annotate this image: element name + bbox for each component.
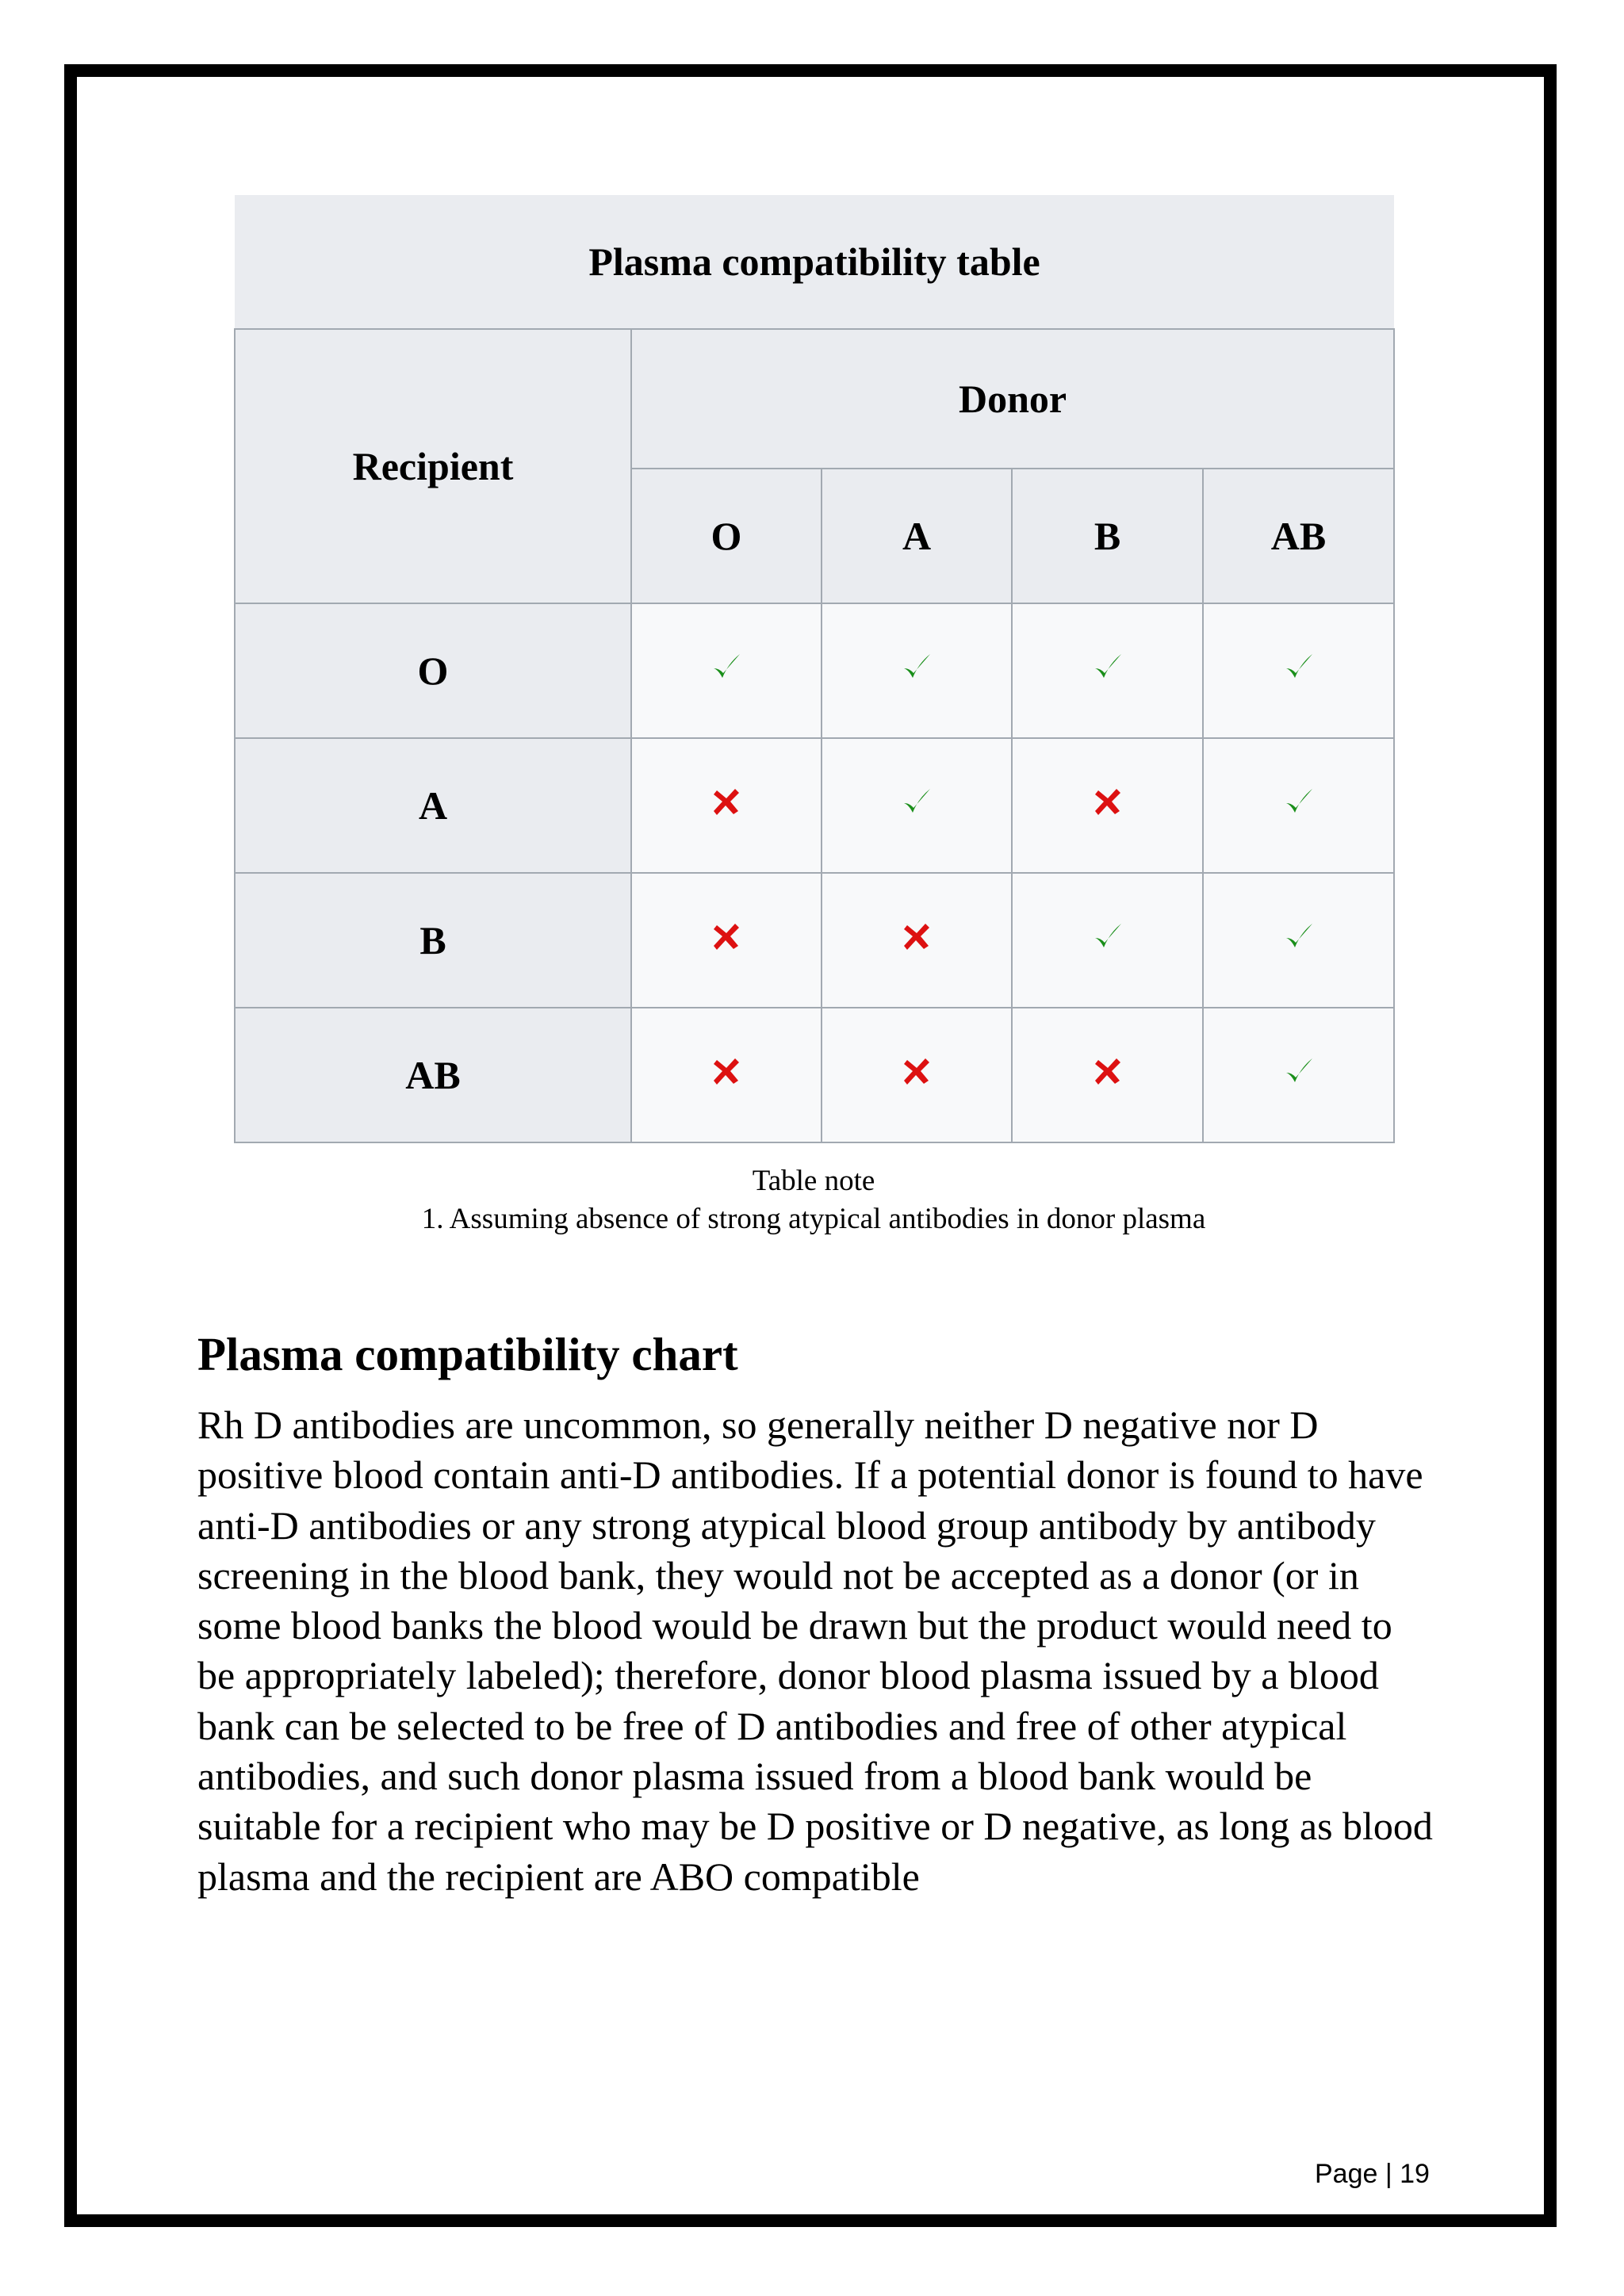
check-icon (709, 649, 744, 684)
check-icon (899, 784, 934, 819)
check-icon (1090, 649, 1125, 684)
table-row (235, 873, 1394, 1008)
cross-icon (899, 919, 934, 954)
check-icon (1281, 1054, 1316, 1089)
cross-icon (1090, 784, 1125, 819)
compatibility-cell (822, 1008, 1012, 1142)
table-row (235, 1008, 1394, 1142)
compatibility-cell (631, 1008, 822, 1142)
table-row (235, 603, 1394, 738)
compatibility-cell (1012, 873, 1203, 1008)
compatibility-cell (1012, 1008, 1203, 1142)
cross-icon (1090, 1054, 1125, 1089)
check-icon (1281, 919, 1316, 954)
plasma-compatibility-table (234, 195, 1395, 1143)
compatibility-cell (822, 603, 1012, 738)
donor-group-header: A (822, 469, 1012, 603)
donor-group-header: B (1012, 469, 1203, 603)
compatibility-cell (1012, 738, 1203, 873)
cross-icon (709, 784, 744, 819)
compatibility-cell (1012, 603, 1203, 738)
recipient-header: Recipient (235, 329, 631, 603)
compatibility-cell (1203, 603, 1394, 738)
cross-icon (709, 1054, 744, 1089)
table-caption: Plasma compatibility table (235, 195, 1394, 329)
plasma-compatibility-table-wrapper (234, 195, 1393, 1143)
check-icon (1281, 649, 1316, 684)
recipient-group-label: A (235, 738, 631, 873)
compatibility-cell (822, 738, 1012, 873)
check-icon (899, 649, 934, 684)
recipient-group-label: O (235, 603, 631, 738)
donor-group-header: AB (1203, 469, 1394, 603)
cross-icon (899, 1054, 934, 1089)
cross-icon (709, 919, 744, 954)
table-row (235, 738, 1394, 873)
table-note (234, 1162, 1393, 1238)
section-heading: Plasma compatibility chart (197, 1328, 738, 1380)
compatibility-cell (1203, 1008, 1394, 1142)
table-note-text: 1. Assuming absence of strong atypical antibodies in donor plasma (421, 1203, 1206, 1235)
section-body: Rh D antibodies are uncommon, so generally neither D negative nor D positive blood contain anti-D antibodies. If a potential donor is found to have anti-D antibodies or any strong atypical blood group antibody by antibody screening in the blood bank, they would not be accepted as a donor (or in some blood banks the blood would be drawn but the product would need to be appropriately labeled); therefore, donor blood plasma issued by a blood bank can be selected to be free of D antibodies and free of other atypical antibodies, and such donor plasma issued from a blood bank would be suitable for a recipient who may be D positive or D negative, as long as blood plasma and the recipient are ABO compatible (197, 1402, 1433, 1899)
check-icon (1090, 919, 1125, 954)
compatibility-cell (1203, 738, 1394, 873)
table-note-title: Table note (752, 1165, 875, 1197)
recipient-group-label: AB (235, 1008, 631, 1142)
donor-group-header: O (631, 469, 822, 603)
page-number: Page | 19 (1315, 2159, 1430, 2189)
recipient-group-label: B (235, 873, 631, 1008)
table-body (235, 603, 1394, 1142)
compatibility-cell (822, 873, 1012, 1008)
compatibility-cell (1203, 873, 1394, 1008)
compatibility-cell (631, 603, 822, 738)
compatibility-cell (631, 873, 822, 1008)
donor-header: Donor (631, 329, 1394, 469)
check-icon (1281, 784, 1316, 819)
compatibility-cell (631, 738, 822, 873)
